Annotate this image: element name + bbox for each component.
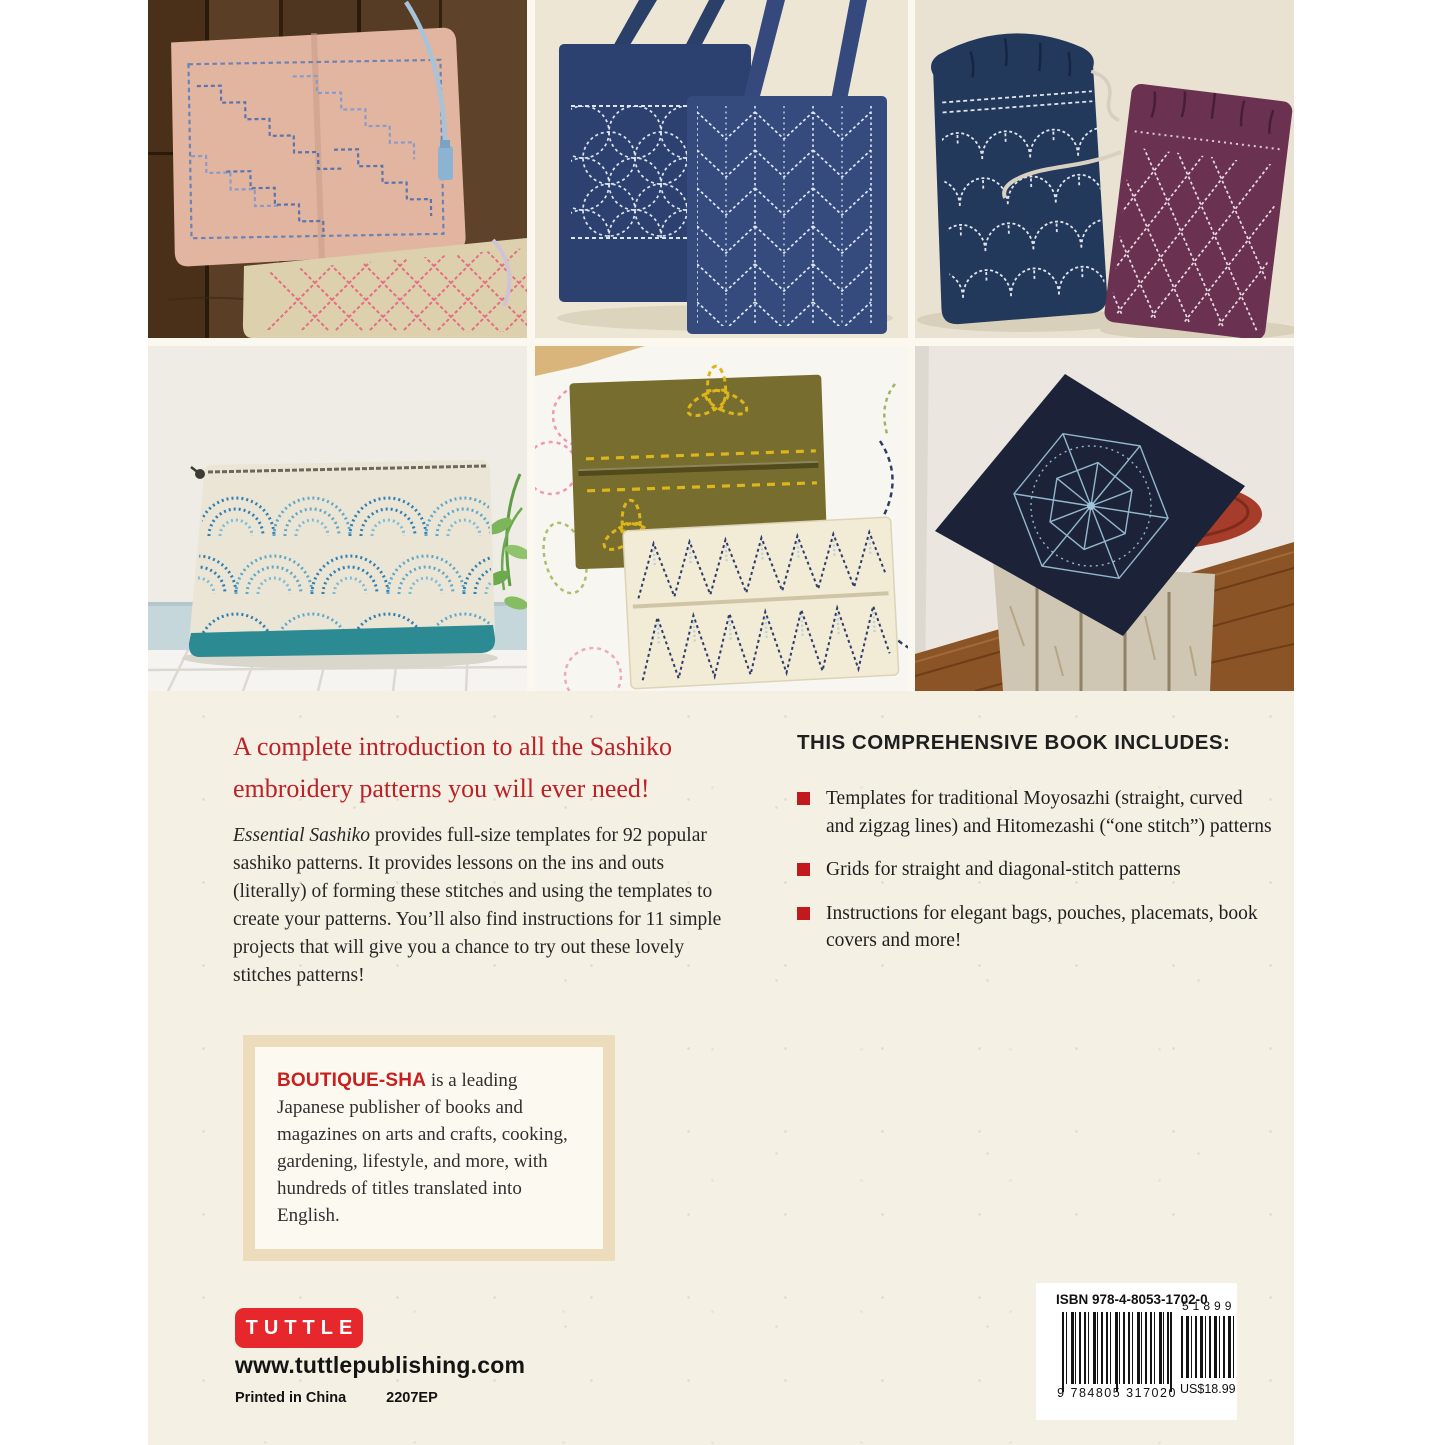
- photo-navy-cloth-on-stool: [915, 346, 1294, 691]
- ean-barcode: [1062, 1312, 1172, 1384]
- printed-in: Printed in China: [235, 1390, 347, 1406]
- print-code: 2207EP: [386, 1390, 438, 1406]
- list-item-text: Instructions for elegant bags, pouches, placemats, book covers and more!: [826, 902, 1258, 951]
- cover-background: [148, 0, 1294, 1445]
- photo-collage: [148, 0, 1294, 691]
- intro-text: provides full-size templates for 92 popular sashiko patterns. It provides lessons on the ins and outs (literally) of forming these stitches and using the templates to create your patterns. You’ll also find instructions for 11 simple projects that will give you a chance to try out these lovely stitches patterns!: [233, 824, 722, 986]
- tagline-line-1: A complete introduction to all the Sashiko: [233, 732, 673, 761]
- print-info: [235, 1390, 438, 1406]
- addon-digits: 51899: [1182, 1299, 1236, 1313]
- includes-section: [797, 731, 1275, 971]
- barcode-guard: [1116, 1312, 1118, 1392]
- book-title-italic: Essential Sashiko: [233, 824, 371, 846]
- list-item: [797, 856, 1275, 884]
- tagline: [233, 726, 672, 810]
- barcode-guard: [1170, 1312, 1172, 1392]
- bullet-square-icon: [797, 907, 810, 920]
- barcode-panel: [1036, 1283, 1237, 1420]
- isbn-number: ISBN 978-4-8053-1702-0: [1056, 1292, 1208, 1307]
- publisher-brand: BOUTIQUE-SHA: [277, 1070, 427, 1091]
- list-item: [797, 785, 1275, 840]
- publisher-description: is a leading Japanese publisher of books and magazines on arts and crafts, cooking, gardening, lifestyle, and more, with hundreds of titles translated into English.: [277, 1070, 568, 1226]
- photo-drawstring-bags: [915, 0, 1294, 338]
- bullet-square-icon: [797, 792, 810, 805]
- barcode-guard: [1062, 1312, 1064, 1392]
- list-item-text: Templates for traditional Moyosazhi (straight, curved and zigzag lines) and Hitomezashi (“one stitch”) patterns: [826, 788, 1272, 837]
- addon-barcode: [1181, 1316, 1237, 1378]
- tuttle-logo: TUTTLE: [235, 1308, 363, 1348]
- publisher-box: [243, 1035, 615, 1261]
- bullet-square-icon: [797, 863, 810, 876]
- photo-tissue-cases: [535, 346, 908, 691]
- includes-title: THIS COMPREHENSIVE BOOK INCLUDES:: [797, 731, 1231, 754]
- photo-scallop-zipper-pouch: [148, 346, 527, 691]
- includes-list: [797, 785, 1275, 955]
- publisher-text: [277, 1067, 585, 1229]
- publisher-url: www.tuttlepublishing.com: [235, 1352, 526, 1378]
- list-item: [797, 900, 1275, 955]
- ean-digits: 9 784805 317020: [1057, 1386, 1177, 1400]
- intro-paragraph: [233, 822, 741, 990]
- photo-navy-tote-bags: [535, 0, 908, 338]
- photo-book-covers-on-wood: [148, 0, 527, 338]
- tagline-line-2: embroidery patterns you will ever need!: [233, 774, 650, 803]
- list-item-text: Grids for straight and diagonal-stitch patterns: [826, 859, 1181, 880]
- price-label: US$18.99: [1180, 1382, 1236, 1396]
